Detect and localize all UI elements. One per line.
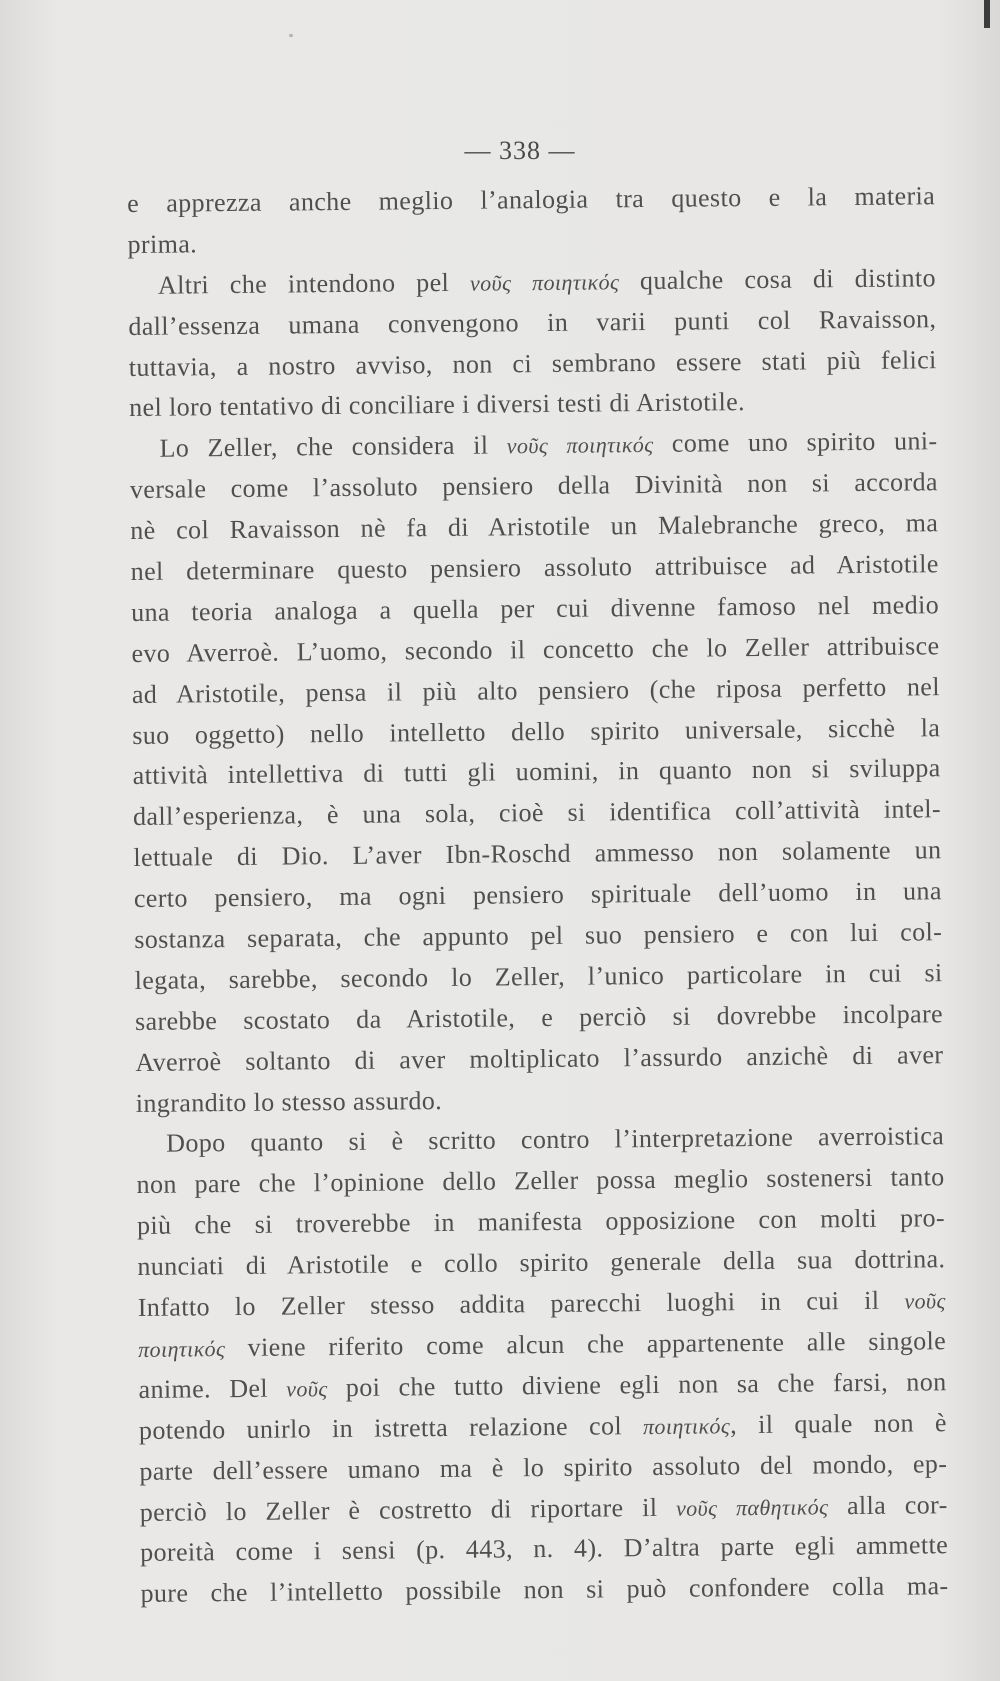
text-line: suo oggetto) nello intelletto dello spirito universale, sicchè la <box>132 712 941 750</box>
text-line: nunciati di Aristotile e collo spirito generale della sua dottrina. <box>137 1244 946 1282</box>
text-line: ποιητικός viene riferito come alcun che appartenente alle singole <box>138 1326 947 1363</box>
text-line: Altri che intendono pel νοῦς ποιητικός qualche cosa di distinto <box>157 263 937 300</box>
text-line: nel loro tentativo di conciliare i diversi testi di Aristotile. <box>129 387 746 423</box>
text-line: sarebbe scostato da Aristotile, e perciò si dovrebbe incolpare <box>134 999 944 1036</box>
text-line: sostanza separata, che appunto pel suo pensiero e con lui col- <box>134 917 943 954</box>
text-line: più che si troverebbe in manifesta opposizione con molti pro- <box>136 1203 946 1241</box>
text-line: una teoria analoga a quella per cui divenne famoso nel medio <box>130 590 940 627</box>
text-line: non pare che l’opinione dello Zeller possa meglio sostenersi tanto <box>136 1162 945 1200</box>
text-line: parte dell’essere umano ma è lo spirito assoluto del mondo, ep- <box>139 1448 948 1486</box>
paper-speck <box>289 34 293 37</box>
text-line: nè col Ravaisson nè fa di Aristotile un Malebranche greco, ma <box>130 508 939 546</box>
text-line: prima. <box>127 229 198 259</box>
text-line: potendo unirlo in istretta relazione col ποιητικός, il quale non è <box>138 1407 948 1445</box>
body-text <box>127 176 949 1615</box>
text-line: nel determinare questo pensiero assoluto attribuisce ad Aristotile <box>130 549 939 586</box>
text-line: Dopo quanto si è scritto contro l’interpretazione averroistica <box>166 1121 945 1159</box>
text-line: evo Averroè. L’uomo, secondo il concetto che lo Zeller attribuisce <box>131 631 940 668</box>
text-line: perciò lo Zeller è costretto di riportare il νοῦς παθητικός alla cor- <box>139 1489 948 1527</box>
text-line: attività intellettiva di tutti gli uomini, in quanto non si sviluppa <box>132 753 941 791</box>
text-line: ad Aristotile, pensa il più alto pensiero (che riposa perfetto nel <box>131 671 940 709</box>
page-edge-mark <box>984 0 990 28</box>
text-line: lettuale di Dio. L’aver Ibn-Roschd ammesso non solamente un <box>133 835 942 873</box>
text-line: Lo Zeller, che considera il νοῦς ποιητικός come uno spirito uni- <box>159 426 938 464</box>
text-line: tuttavia, a nostro avviso, non ci sembrano essere stati più felici <box>128 344 937 382</box>
text-line: poreità come i sensi (p. 443, n. 4). D’altra parte egli ammette <box>140 1530 949 1568</box>
text-line: pure che l’intelletto possibile non si può confondere colla ma- <box>140 1571 949 1609</box>
page-number: — 338 — <box>464 136 576 165</box>
text-line: Infatto lo Zeller stesso addita parecchi luoghi in cui il νοῦς <box>137 1285 946 1322</box>
text-line: Averroè soltanto di aver moltiplicato l’assurdo anzichè di aver <box>135 1039 944 1077</box>
text-line: dall’esperienza, è una sola, cioè si identifica coll’attività intel- <box>132 794 942 832</box>
text-line: certo pensiero, ma ogni pensiero spirituale dell’uomo in una <box>133 876 942 914</box>
text-line: e apprezza anche meglio l’analogia tra questo e la materia <box>127 181 936 218</box>
text-line: ingrandito lo stesso assurdo. <box>135 1085 443 1118</box>
text-line: dall’essenza umana convengono in varii punti col Ravaisson, <box>128 303 937 341</box>
text-line: versale come l’assoluto pensiero della Divinità non si accorda <box>129 467 939 505</box>
text-line: anime. Del νοῦς poi che tutto diviene egli non sa che farsi, non <box>138 1367 947 1404</box>
text-line: legata, sarebbe, secondo lo Zeller, l’unico particolare in cui si <box>134 958 943 995</box>
